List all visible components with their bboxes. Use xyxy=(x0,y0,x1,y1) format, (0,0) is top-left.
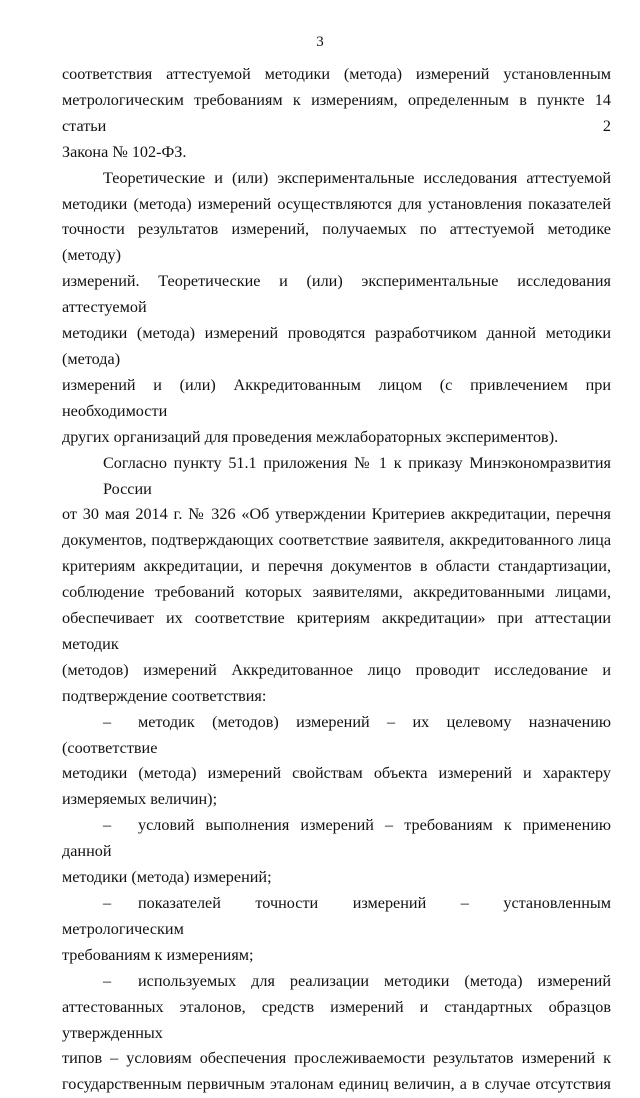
paragraph-order-reference xyxy=(62,451,611,710)
paragraph-continuation xyxy=(62,62,611,166)
text-line: соответствия аттестуемой методики (метода) измерений установленным xyxy=(62,65,611,83)
text-line: других организаций для проведения межлабораторных экспериментов). xyxy=(62,427,559,446)
text-line: методики (метода) измерений проводятся разработчиком данной методики (метода) xyxy=(62,324,611,368)
text-line: аттестованных эталонов, средств измерений и стандартных образцов утвержденных xyxy=(62,997,611,1042)
text-line: документов, подтверждающих соответствие заявителя, аккредитованного лица xyxy=(62,531,611,550)
text-line: измерений. Теоретические и (или) экспериментальные исследования аттестуемой xyxy=(62,272,611,317)
paragraph-research xyxy=(62,166,611,451)
list-dash: – xyxy=(103,971,112,990)
text-line: (методов) измерений Аккредитованное лицо проводит исследование и xyxy=(62,660,611,679)
text-line: измеряемых величин); xyxy=(62,790,218,809)
text-line: Теоретические и (или) экспериментальные исследования аттестуемой xyxy=(103,168,611,187)
text-line: типов – условиям обеспечения прослеживаемости результатов измерений к xyxy=(62,1049,611,1068)
text-line: условий выполнения измерений – требованиям к применению данной xyxy=(62,816,611,861)
text-line: используемых для реализации методики (метода) измерений xyxy=(138,971,611,990)
list-item xyxy=(62,813,611,891)
list-item xyxy=(62,891,611,969)
list-dash: – xyxy=(103,816,112,835)
text-line: методики (метода) измерений свойствам объекта измерений и характеру xyxy=(62,764,611,783)
list-item-first-line xyxy=(62,813,611,865)
list-dash: – xyxy=(103,712,112,731)
list-dash: – xyxy=(103,894,112,912)
document-body xyxy=(62,62,611,1098)
text-line: от 30 мая 2014 г. № 326 «Об утверждении Критериев аккредитации, перечня xyxy=(62,505,611,524)
text-line: требованиям к измерениям; xyxy=(62,945,254,964)
list-item-first-line xyxy=(62,969,611,995)
text-line: показателей точности измерений – установленным метрологическим xyxy=(62,894,611,938)
text-line: Согласно пункту 51.1 приложения № 1 к приказу Минэкономразвития России xyxy=(103,453,611,498)
text-line: методики (метода) измерений осуществляются для установления показателей xyxy=(62,194,611,213)
text-line: точности результатов измерений, получаемых по аттестуемой методике (методу) xyxy=(62,220,611,265)
list-item-first-line xyxy=(62,710,611,762)
text-line: подтверждение соответствия: xyxy=(62,686,267,705)
text-line: Закона № 102-ФЗ. xyxy=(62,142,187,161)
page-number: 3 xyxy=(316,34,324,50)
list-item xyxy=(62,969,611,1098)
text-line: метрологическим требованиям к измерениям, определенным в пункте 14 статьи 2 xyxy=(62,90,611,135)
text-line: методики (метода) измерений; xyxy=(62,868,272,887)
text-line: обеспечивает их соответствие критериям аккредитации» при аттестации методик xyxy=(62,609,611,653)
text-line: соблюдение требований которых заявителями, аккредитованными лицами, xyxy=(62,583,611,602)
text-line: методик (методов) измерений – их целевому назначению (соответствие xyxy=(62,712,611,757)
list-item xyxy=(62,710,611,814)
text-line: измерений и (или) Аккредитованным лицом (с привлечением при необходимости xyxy=(62,375,611,420)
text-line: критериям аккредитации, и перечня документов в области стандартизации, xyxy=(62,557,611,576)
list-item-first-line xyxy=(62,891,611,943)
text-line: государственным первичным эталонам единиц величин, а в случае отсутствия xyxy=(62,1075,611,1094)
